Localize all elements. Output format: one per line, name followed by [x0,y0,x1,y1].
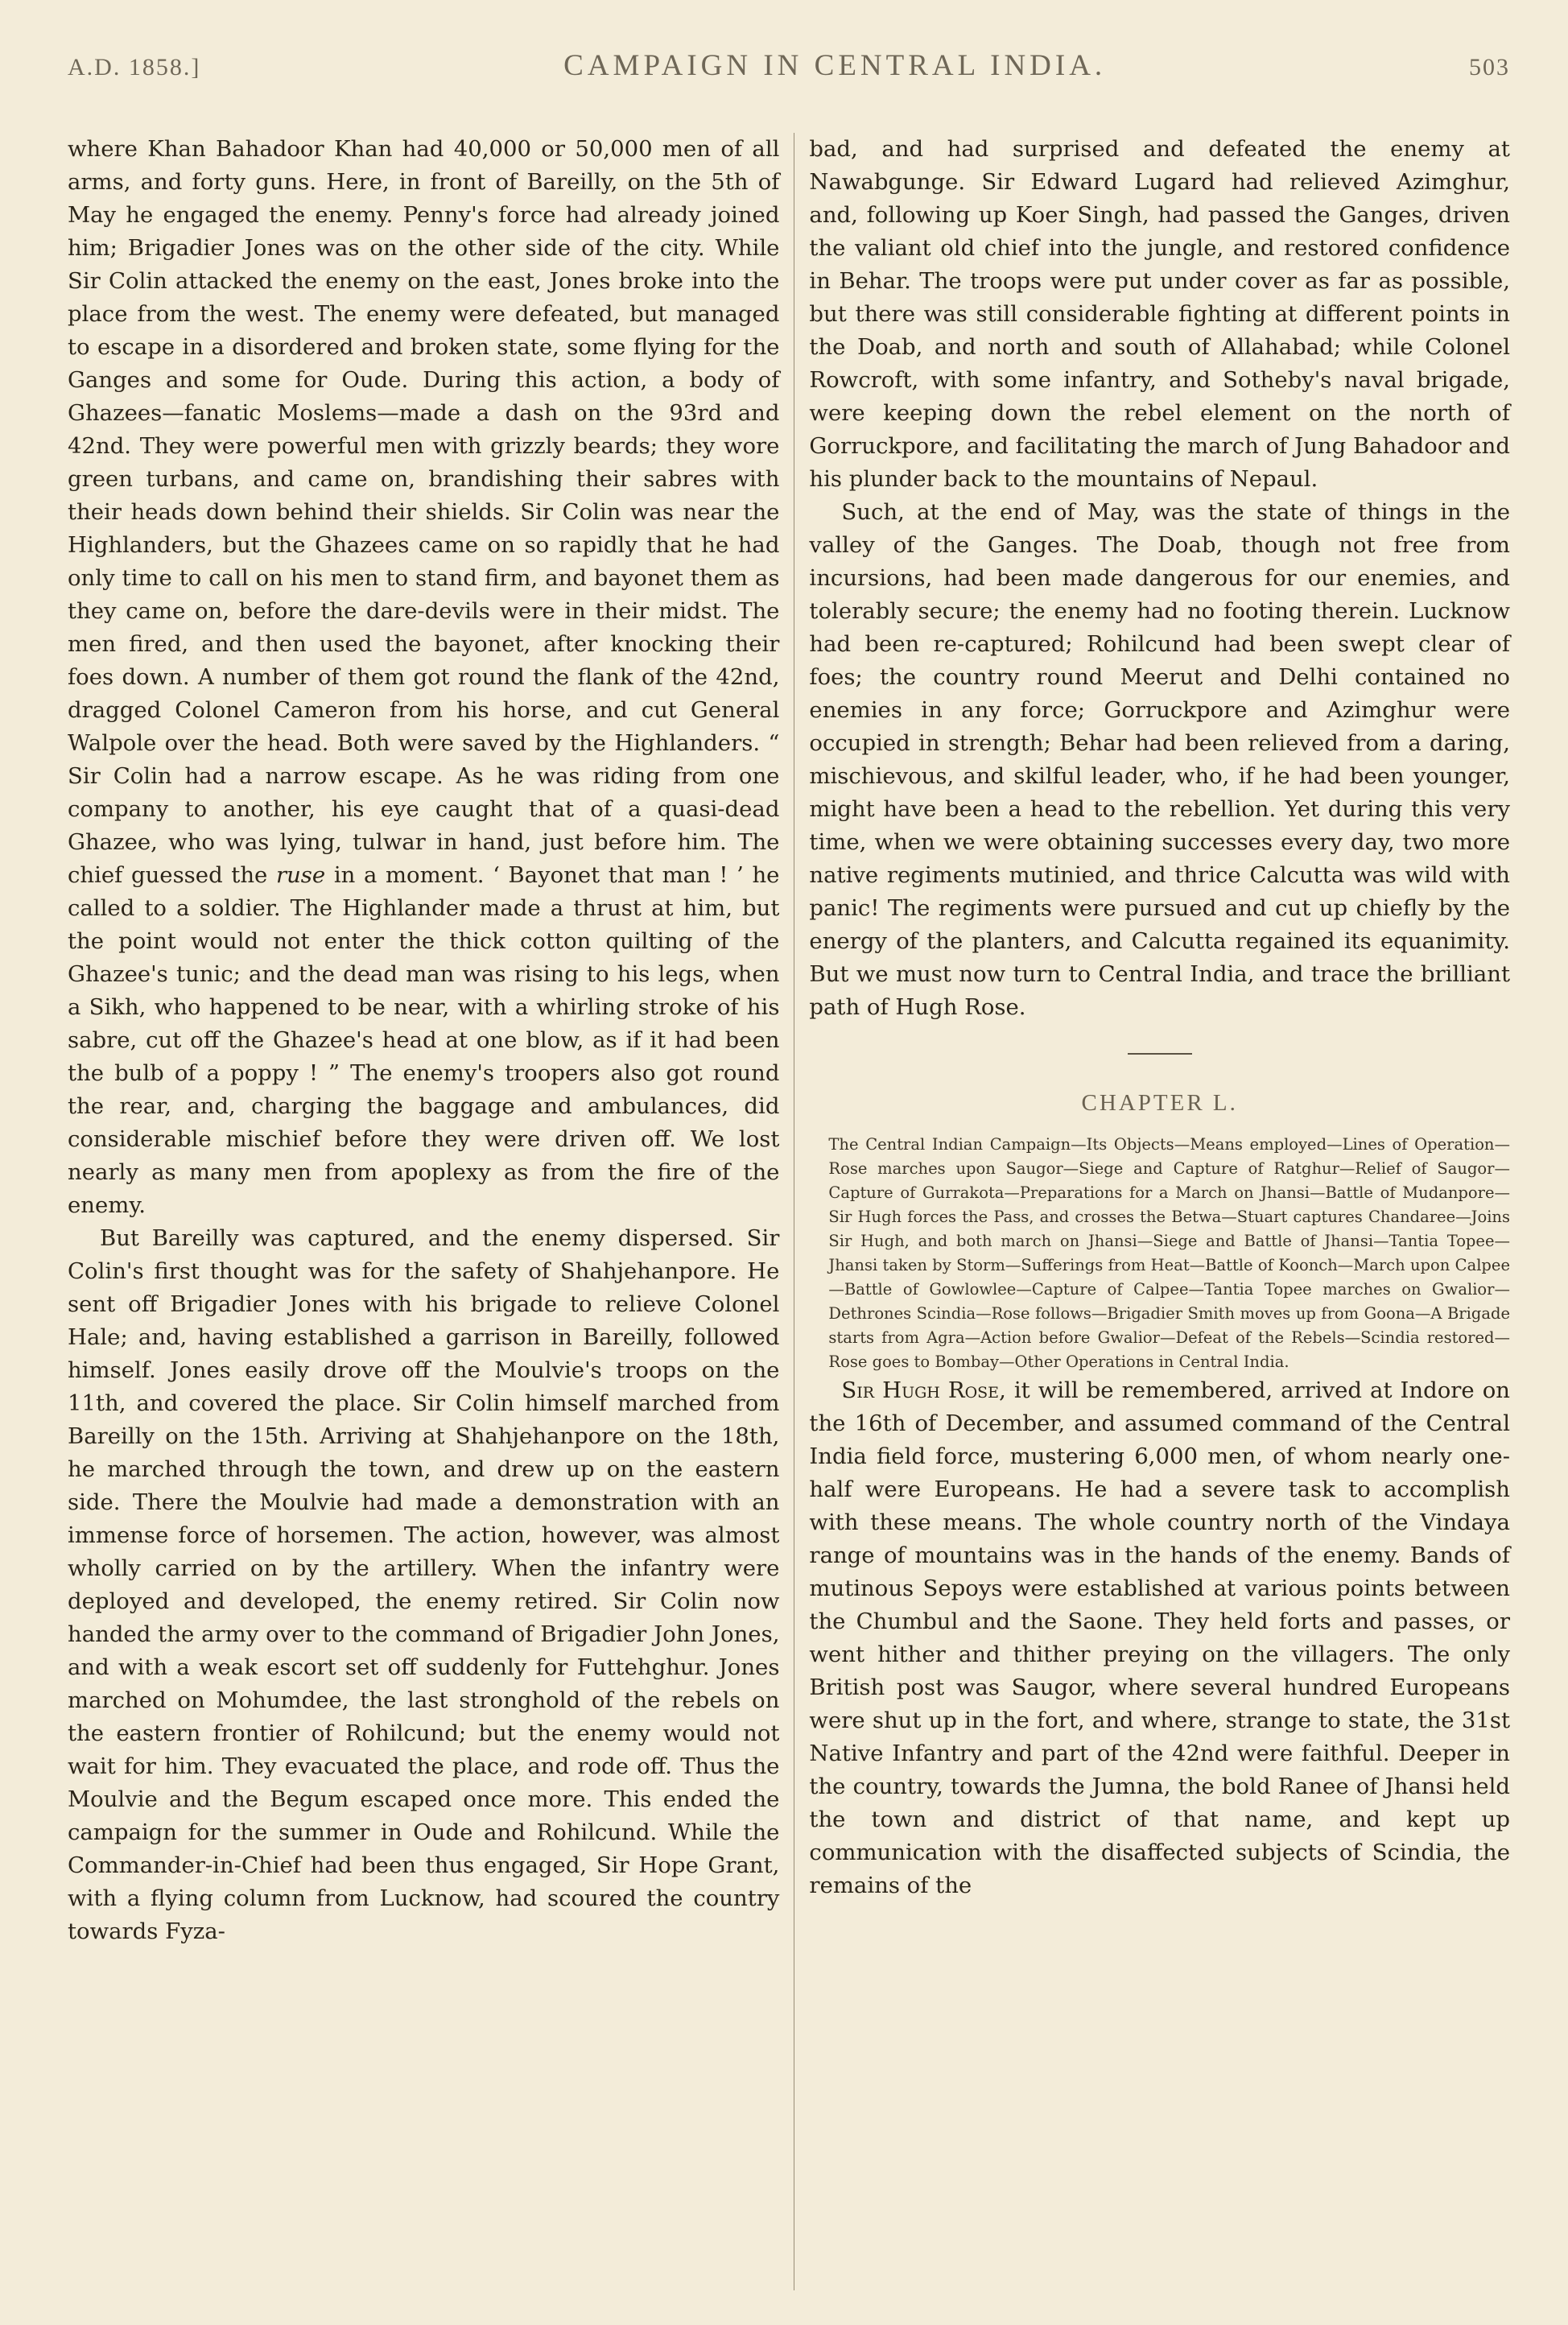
chapter-synopsis: The Central Indian Campaign—Its Objects—Means employed—Lines of Operation—Rose marches upon Saugor—Siege and Capture of Ratghur—Relief of Saugor—Capture of Gurrakota—Preparations for a March on Jhansi—Battle of Mudanpore—Sir Hugh forces the Pass, and crosses the Betwa—Stuart captures Chandaree—Joins Sir Hugh, and both march on Jhansi—Siege and Battle of Jhansi—Tantia Topee—Jhansi taken by Storm—Sufferings from Heat—Battle of Koonch—March upon Calpee—Battle of Gowlowlee—Capture of Calpee—Tantia Topee marches on Gwalior—Dethrones Scindia—Rose follows—Brigadier Smith moves up from Goona—A Brigade starts from Agra—Action before Gwalior—Defeat of the Rebels—Scindia restored—Rose goes to Bombay—Other Operations in Central India. [828,1135,1510,1371]
header-date: A.D. 1858.] [68,54,201,81]
header-title: CAMPAIGN IN CENTRAL INDIA. [563,49,1107,82]
right-paragraph-1: bad, and had surprised and defeated the enemy at Nawabgunge. Sir Edward Lugard had relieved Azimghur, and, following up Koer Singh, had passed the Ganges, driven the valiant old chief into the jungle, and restored confidence in Behar. The troops were put under cover as far as possible, but there was still considerable fighting at different points in the Doab, and north and south of Allahabad; while Colonel Rowcroft, with some infantry, and Sotheby's naval brigade, were keeping down the rebel element on the north of Gorruckpore, and facilitating the march of Jung Bahadoor and his plunder back to the mountains of Nepaul. [809,136,1510,492]
italic-word: ruse [275,862,326,888]
left-paragraph-1-tail: in a moment. ‘ Bayonet that man ! ’ he called to a soldier. The Highlander made a thrust at him, but the point would not enter the thick cotton quilting of the Ghazee's tunic; and the dead man was rising to his legs, when a Sikh, who happened to be near, with a whirling stroke of his sabre, cut off the Ghazee's head at one blow, as if it had been the bulb of a poppy ! ” The enemy's troopers also got round the rear, and, charging the baggage and ambulances, did considerable mischief before they were driven off. We lost nearly as many men from apoplexy as from the fire of the enemy. [68,862,780,1218]
right-paragraph-3-text: , it will be remembered, arrived at Indore on the 16th of December, and assumed command of the Central India field force, mustering 6,000 men, of whom nearly one-half were Europeans. He had a severe task to accomplish with these means. The whole country north of the Vindaya range of mountains was in the hands of the enemy. Bands of mutinous Sepoys were established at various points between the Chumbul and the Saone. They held forts and passes, or went hither and thither preying on the villagers. The only British post was Saugor, where several hundred Europeans were shut up in the fort, and where, strange to state, the 31st Native Infantry and part of the 42nd were faithful. Deeper in the country, towards the Jumna, the bold Ranee of Jhansi held the town and district of that name, and kept up communication with the disaffected subjects of Scindia, the remains of the [809,1377,1511,1898]
page-number: 503 [1469,54,1510,81]
left-paragraph-2: But Bareilly was captured, and the enemy dispersed. Sir Colin's first thought was for the safety of Shahjehanpore. He sent off Brigadier Jones with his brigade to relieve Colonel Hale; and, having established a garrison in Bareilly, followed himself. Jones easily drove off the Moulvie's troops on the 11th, and covered the place. Sir Colin himself marched from Bareilly on the 15th. Arriving at Shahjehanpore on the 18th, he marched through the town, and drew up on the eastern side. There the Moulvie had made a demonstration with an immense force of horsemen. The action, however, was almost wholly carried on by the artillery. When the infantry were deployed and developed, the enemy retired. Sir Colin now handed the army over to the command of Brigadier John Jones, and with a weak escort set off suddenly for Futtehghur. Jones marched on Mohumdee, the last stronghold of the rebels on the eastern frontier of Rohilcund; but the enemy would not wait for him. They evacuated the place, and rode off. Thus the Moulvie and the Begum escaped once more. This ended the campaign for the summer in Oude and Rohilcund. While the Commander-in-Chief had been thus engaged, Sir Hope Grant, with a flying column from Lucknow, had scoured the country towards Fyza- [68,1225,780,1944]
chapter-title: CHAPTER L. [1081,1090,1238,1116]
section-rule [1128,1053,1192,1055]
running-header [68,48,1510,105]
left-column [68,133,779,2290]
left-paragraph-1-text: where Khan Bahadoor Khan had 40,000 or 50,000 men of all arms, and forty guns. Here, in front of Bareilly, on the 5th of May he engaged the enemy. Penny's force had already joined him; Brigadier Jones was on the other side of the city. While Sir Colin attacked the enemy on the east, Jones broke into the place from the west. The enemy were defeated, but managed to escape in a disordered and broken state, some flying for the Ganges and some for Oude. During this action, a body of Ghazees—fanatic Moslems—made a dash on the 93rd and 42nd. They were powerful men with grizzly beards; they wore green turbans, and came on, brandishing their sabres with their heads down behind their shields. Sir Colin was near the Highlanders, but the Ghazees came on so rapidly that he had only time to call on his men to stand firm, and bayonet them as they came on, before the dare-devils were in their midst. The men fired, and then used the bayonet, after knocking their foes down. A number of them got round the flank of the 42nd, dragged Colonel Cameron from his horse, and cut General Walpole over the head. Both were saved by the Highlanders. “ Sir Colin had a narrow escape. As he was riding from one company to another, his eye caught that of a quasi-dead Ghazee, who was lying, tulwar in hand, just before him. The chief guessed the [68,136,780,888]
right-paragraph-3 [809,1374,1510,1902]
lead-in-name: Sir Hugh Rose [841,1377,1000,1403]
left-paragraph-1 [68,133,779,1222]
two-column-body [68,133,1510,2290]
right-column [809,133,1510,2290]
right-paragraph-2: Such, at the end of May, was the state of things in the valley of the Ganges. The Doab, though not free from incursions, had been made dangerous for our enemies, and tolerably secure; the enemy had no footing therein. Lucknow had been re-captured; Rohilcund had been swept clear of foes; the country round Meerut and Delhi contained no enemies in any force; Gorruckpore and Azimghur were occupied in strength; Behar had been relieved from a daring, mischievous, and skilful leader, who, if he had been younger, might have been a head to the rebellion. Yet during this very time, when we were obtaining successes every day, two more native regiments mutinied, and thrice Calcutta was wild with panic! The regiments were pursued and cut up chiefly by the energy of the planters, and Calcutta regained its equanimity. But we must now turn to Central India, and trace the brilliant path of Hugh Rose. [809,499,1510,1020]
